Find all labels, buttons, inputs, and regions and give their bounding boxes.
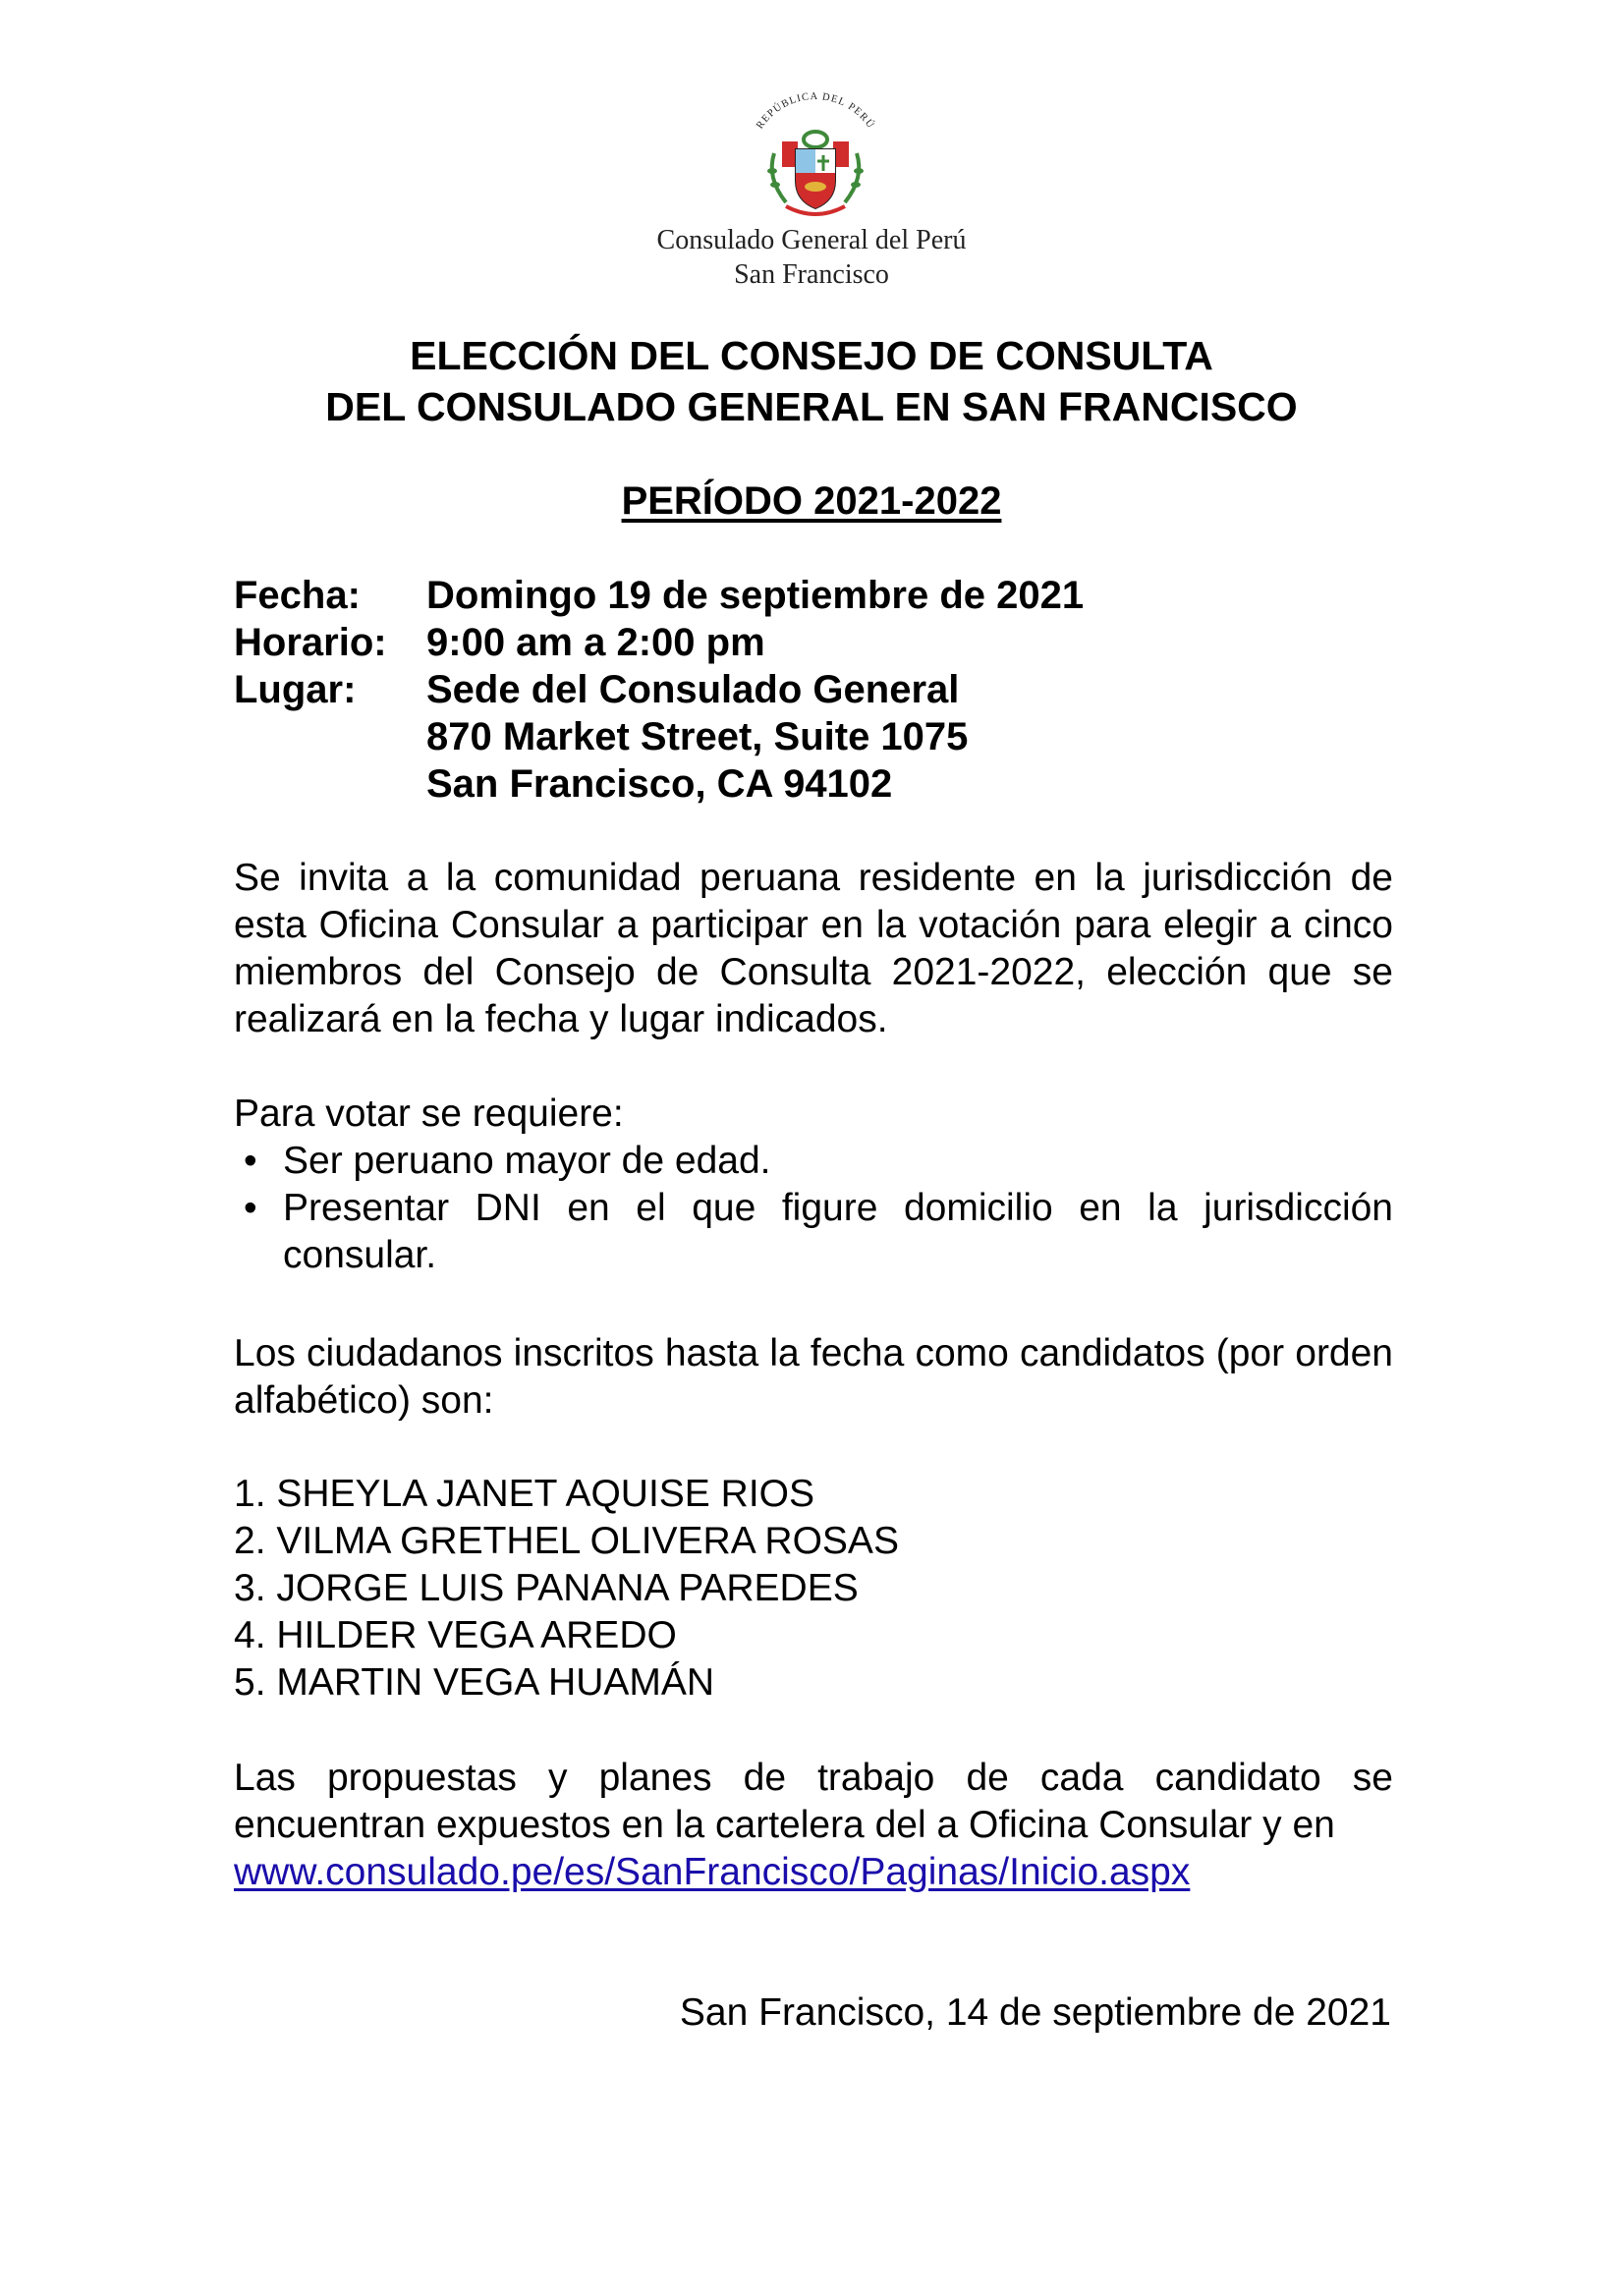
- requirement-text: Presentar DNI en el que figure domicilio en la jurisdicción consular.: [283, 1187, 1393, 1276]
- list-item: 5. MARTIN VEGA HUAMÁN: [234, 1661, 715, 1704]
- list-item: 1. SHEYLA JANET AQUISE RIOS: [234, 1473, 814, 1515]
- consulate-website-link[interactable]: www.consulado.pe/es/SanFrancisco/Paginas/Inicio.aspx: [234, 1851, 1191, 1893]
- place-line: 870 Market Street, Suite 1075: [426, 715, 969, 758]
- place-label: Lugar:: [234, 668, 357, 711]
- time-label: Horario:: [234, 621, 387, 664]
- time-value: 9:00 am a 2:00 pm: [426, 621, 765, 664]
- place-line: San Francisco, CA 94102: [426, 762, 893, 806]
- bullet-icon: •: [244, 1140, 257, 1182]
- date-row: [234, 572, 1084, 619]
- svg-text:REPÚBLICA DEL PERÚ: REPÚBLICA DEL PERÚ: [755, 90, 876, 132]
- plans-paragraph: Las propuestas y planes de trabajo de cada candidato se encuentran expuestos en la cartelera del a Oficina Consular y en: [234, 1757, 1393, 1846]
- list-item: 3. JORGE LUIS PANANA PAREDES: [234, 1567, 859, 1609]
- date-label: Fecha:: [234, 574, 361, 617]
- document-title-line-1: ELECCIÓN DEL CONSEJO DE CONSULTA: [410, 333, 1213, 378]
- candidates-list: [234, 1471, 899, 1707]
- candidates-intro: Los ciudadanos inscritos hasta la fecha como candidatos (por orden alfabético) son:: [234, 1332, 1393, 1422]
- time-row: [234, 619, 1084, 666]
- bullet-icon: •: [244, 1187, 257, 1229]
- place-value: [426, 666, 968, 808]
- issuer-city: San Francisco: [734, 259, 889, 290]
- coat-of-arms-seal: [727, 84, 904, 232]
- place-row: [234, 666, 1084, 808]
- dateline: San Francisco, 14 de septiembre de 2021: [679, 1991, 1391, 2034]
- requirements-intro: Para votar se requiere:: [234, 1092, 624, 1135]
- list-item: [234, 1138, 1393, 1185]
- period-heading: [0, 476, 1623, 527]
- peru-coat-of-arms-icon: [727, 84, 904, 232]
- invitation-paragraph: Se invita a la comunidad peruana residente en la jurisdicción de esta Oficina Consular a participar en la votación para elegir a cinco miembros del Consejo de Consulta 2021-2022, elección que se realizará en la fecha y lugar indicados.: [234, 857, 1393, 1040]
- period-text: PERÍODO 2021-2022: [621, 479, 1002, 523]
- date-value: Domingo 19 de septiembre de 2021: [426, 574, 1085, 617]
- requirements-list: [234, 1138, 1393, 1279]
- event-details: [234, 572, 1084, 808]
- place-line: Sede del Consulado General: [426, 668, 960, 711]
- issuer-name: Consulado General del Perú: [656, 225, 967, 255]
- list-item: 2. VILMA GRETHEL OLIVERA ROSAS: [234, 1520, 899, 1562]
- requirement-text: Ser peruano mayor de edad.: [283, 1140, 771, 1182]
- document-title-line-2: DEL CONSULADO GENERAL EN SAN FRANCISCO: [325, 384, 1298, 429]
- list-item: 4. HILDER VEGA AREDO: [234, 1614, 677, 1656]
- list-item: [234, 1185, 1393, 1279]
